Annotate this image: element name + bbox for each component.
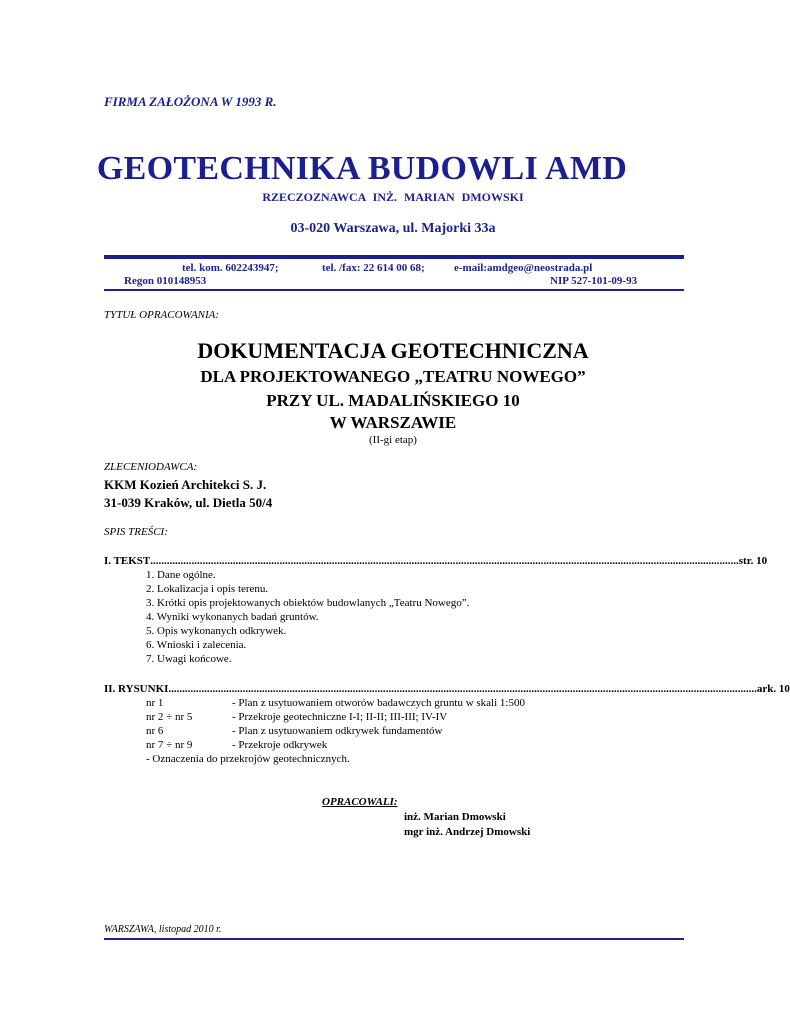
- toc-item: 2. Lokalizacja i opis terenu.: [146, 583, 269, 595]
- toc-item: 3. Krótki opis projektowanych obiektów budowlanych „Teatru Nowego”.: [146, 597, 470, 609]
- document-title-line-2: PRZY UL. MADALIŃSKIEGO 10: [266, 391, 520, 410]
- footer-rule: [104, 938, 684, 940]
- expert-line: RZECZOZNAWCA INŻ. MARIAN DMOWSKI: [262, 190, 524, 204]
- tel-fax: tel. /fax: 22 614 00 68;: [322, 262, 425, 274]
- toc-figures-page: ark. 10: [756, 683, 790, 695]
- contact-block: [104, 262, 684, 290]
- toc-item: 7. Uwagi końcowe.: [146, 653, 232, 665]
- tel-kom: tel. kom. 602243947;: [182, 262, 279, 274]
- founded-note: FIRMA ZAŁOŻONA W 1993 R.: [104, 94, 277, 109]
- figure-description: - Plan z usytuowaniem otworów badawczych gruntu w skali 1:500: [232, 697, 525, 709]
- client-name: KKM Kozień Architekci S. J.: [104, 477, 267, 492]
- toc-dot-leader: ......................................................................................................................................................................................................................: [150, 555, 739, 567]
- toc-figures-section: [104, 683, 790, 695]
- legend-note: - Oznaczenia do przekrojów geotechnicznych.: [146, 753, 350, 765]
- document-title-line-1: DLA PROJEKTOWANEGO „TEATRU NOWEGO”: [200, 367, 586, 386]
- toc-item: 5. Opis wykonanych odkrywek.: [146, 625, 287, 637]
- toc-item: 1. Dane ogólne.: [146, 569, 216, 581]
- toc-text-page: str. 10: [738, 555, 768, 567]
- email: e-mail:amdgeo@neostrada.pl: [454, 262, 593, 274]
- regon: Regon 010148953: [124, 275, 207, 287]
- client-address: 31-039 Kraków, ul. Dietla 50/4: [104, 495, 273, 510]
- figure-description: - Przekroje odkrywek: [232, 739, 328, 751]
- document-title: DOKUMENTACJA GEOTECHNICZNA: [197, 338, 589, 363]
- figure-number: nr 6: [146, 725, 164, 737]
- company-address: 03-020 Warszawa, ul. Majorki 33a: [290, 221, 496, 236]
- toc-text-section: [104, 555, 768, 567]
- title-label: TYTUŁ OPRACOWANIA:: [104, 309, 220, 321]
- toc-item: 6. Wnioski i zalecenia.: [146, 639, 247, 651]
- figure-description: - Plan z usytuowaniem odkrywek fundamentów: [232, 725, 443, 737]
- header-bottom-rule: [104, 289, 684, 291]
- document-title-line-3: W WARSZAWIE: [329, 413, 457, 432]
- toc-dot-leader: ......................................................................................................................................................................................................................: [168, 683, 757, 695]
- author-name: inż. Marian Dmowski: [404, 811, 506, 823]
- figure-description: - Przekroje geotechniczne I-I; II-II; III-III; IV-IV: [232, 711, 448, 723]
- place-date: WARSZAWA, listopad 2010 r.: [104, 924, 222, 935]
- authors-label: OPRACOWALI:: [322, 796, 398, 808]
- header-top-rule: [104, 255, 684, 259]
- nip: NIP 527-101-09-93: [550, 275, 638, 287]
- figure-number: nr 1: [146, 697, 164, 709]
- toc-item: 4. Wyniki wykonanych badań gruntów.: [146, 611, 319, 623]
- toc-label: SPIS TREŚCI:: [104, 526, 168, 538]
- stage-note: (II-gi etap): [369, 434, 417, 446]
- toc-figures-title: II. RYSUNKI: [104, 683, 169, 695]
- client-label: ZLECENIODAWCA:: [104, 461, 198, 473]
- toc-text-title: I. TEKST: [104, 555, 151, 567]
- company-name: GEOTECHNIKA BUDOWLI AMD: [96, 150, 628, 187]
- author-name: mgr inż. Andrzej Dmowski: [404, 826, 531, 838]
- figure-number: nr 2 ÷ nr 5: [146, 711, 193, 723]
- figure-number: nr 7 ÷ nr 9: [146, 739, 193, 751]
